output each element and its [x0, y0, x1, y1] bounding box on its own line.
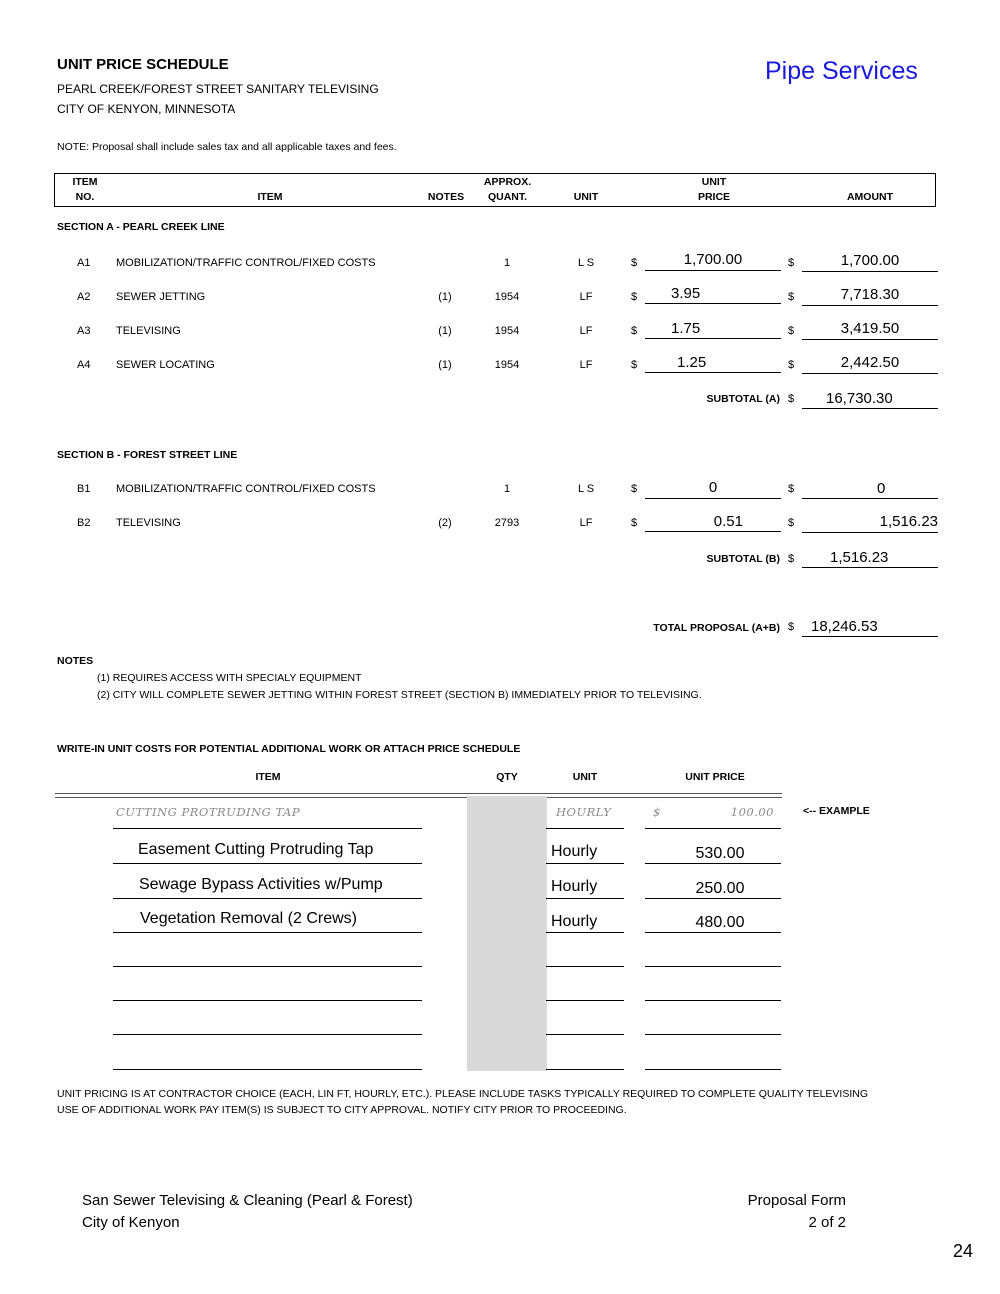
empty-row-rule[interactable] — [546, 1034, 624, 1035]
example-dollar: $ — [653, 805, 661, 819]
empty-row-rule[interactable] — [113, 1069, 422, 1070]
col-unit-price-line1: UNIT — [701, 176, 727, 188]
notes-title: NOTES — [57, 655, 94, 667]
item-note: (1) — [438, 359, 452, 371]
item-desc: MOBILIZATION/TRAFFIC CONTROL/FIXED COSTS — [116, 483, 376, 495]
row-rule — [645, 863, 781, 864]
write-in-price-field[interactable]: 250.00 — [695, 880, 745, 897]
empty-row-rule[interactable] — [546, 1069, 624, 1070]
empty-row-rule[interactable] — [645, 1034, 781, 1035]
note-2: (2) CITY WILL COMPLETE SEWER JETTING WITHIN FOREST STREET (SECTION B) IMMEDIATELY PRIOR TO TELEVISING. — [97, 689, 702, 701]
row-rule — [113, 898, 422, 899]
row-rule — [113, 863, 422, 864]
subtotal-a-label: SUBTOTAL (A) — [706, 393, 780, 405]
amount-field[interactable]: 2,442.50 — [802, 355, 938, 374]
subtotal-a-field[interactable]: 16,730.30 — [802, 391, 938, 409]
col-quant-line2: QUANT. — [487, 191, 528, 203]
amount-field[interactable]: 0 — [802, 481, 938, 499]
dollar-sign: $ — [788, 393, 795, 405]
write-in-price-field[interactable]: 480.00 — [695, 914, 745, 931]
item-qty: 1954 — [494, 325, 520, 337]
dollar-sign: $ — [631, 483, 638, 495]
unit-price-field[interactable]: 1.25 — [645, 355, 781, 373]
dollar-sign: $ — [788, 257, 795, 269]
dollar-sign: $ — [631, 517, 638, 529]
write-in-price-field[interactable]: 530.00 — [695, 845, 745, 862]
item-no: B1 — [77, 483, 91, 495]
total-label: TOTAL PROPOSAL (A+B) — [653, 622, 780, 634]
dollar-sign: $ — [788, 621, 795, 633]
dollar-sign: $ — [631, 291, 638, 303]
dollar-sign: $ — [788, 483, 795, 495]
item-qty: 1 — [503, 257, 511, 269]
item-unit: LF — [579, 325, 593, 337]
header-double-rule — [55, 793, 782, 798]
empty-row-rule[interactable] — [113, 966, 422, 967]
unit-price-field[interactable]: 1,700.00 — [645, 252, 781, 271]
row-rule — [546, 898, 624, 899]
col-unit: UNIT — [573, 191, 599, 203]
item-desc: TELEVISING — [116, 325, 181, 337]
write-in-item-field[interactable]: Sewage Bypass Activities w/Pump — [139, 876, 383, 893]
wi-col-qty: QTY — [496, 771, 518, 783]
write-in-unit-field[interactable]: Hourly — [551, 878, 598, 895]
item-unit: LF — [579, 291, 593, 303]
wi-col-unit-price: UNIT PRICE — [685, 771, 745, 783]
dollar-sign: $ — [788, 291, 795, 303]
section-b-title: SECTION B - FOREST STREET LINE — [57, 449, 238, 461]
item-note: (1) — [438, 325, 452, 337]
qty-shaded-column — [467, 796, 547, 1071]
amount-field[interactable]: 1,516.23 — [802, 514, 938, 533]
empty-row-rule[interactable] — [113, 1000, 422, 1001]
item-note: (1) — [438, 291, 452, 303]
brand-stamp: Pipe Services — [765, 57, 918, 85]
write-in-unit-field[interactable]: Hourly — [551, 843, 598, 860]
dollar-sign: $ — [631, 359, 638, 371]
item-no: A1 — [77, 257, 91, 269]
amount-field[interactable]: 3,419.50 — [802, 321, 938, 340]
unit-price-field[interactable]: 0.51 — [645, 514, 781, 532]
amount-field[interactable]: 1,700.00 — [802, 253, 938, 272]
write-in-item-field[interactable]: Vegetation Removal (2 Crews) — [140, 910, 357, 927]
unit-price-field[interactable]: 3.95 — [645, 286, 781, 304]
row-rule — [645, 898, 781, 899]
write-in-unit-field[interactable]: Hourly — [551, 913, 598, 930]
item-desc: SEWER LOCATING — [116, 359, 215, 371]
footer-project: San Sewer Televising & Cleaning (Pearl & Forest) — [82, 1192, 413, 1209]
example-unit: HOURLY — [556, 805, 612, 819]
empty-row-rule[interactable] — [113, 1034, 422, 1035]
note-1: (1) REQUIRES ACCESS WITH SPECIALY EQUIPMENT — [97, 672, 362, 684]
example-marker: <-- EXAMPLE — [803, 805, 870, 817]
table-header — [54, 173, 936, 207]
page-number: 24 — [952, 1241, 973, 1261]
dollar-sign: $ — [788, 517, 795, 529]
col-quant — [475, 175, 540, 205]
item-no: A2 — [77, 291, 91, 303]
section-a-title: SECTION A - PEARL CREEK LINE — [57, 221, 225, 233]
item-qty: 2793 — [494, 517, 520, 529]
amount-field[interactable]: 7,718.30 — [802, 287, 938, 306]
wi-col-unit: UNIT — [572, 771, 598, 783]
subtotal-b-field[interactable]: 1,516.23 — [802, 550, 938, 568]
row-rule — [645, 932, 781, 933]
item-no: A3 — [77, 325, 91, 337]
dollar-sign: $ — [788, 553, 795, 565]
col-item-no — [55, 175, 115, 205]
row-rule — [113, 932, 422, 933]
dollar-sign: $ — [631, 325, 638, 337]
item-qty: 1954 — [494, 359, 520, 371]
empty-row-rule[interactable] — [546, 1000, 624, 1001]
empty-row-rule[interactable] — [546, 966, 624, 967]
row-rule — [546, 863, 624, 864]
row-rule — [546, 932, 624, 933]
pricing-note-2: USE OF ADDITIONAL WORK PAY ITEM(S) IS SUBJECT TO CITY APPROVAL. NOTIFY CITY PRIOR TO PROCEEDING. — [57, 1104, 627, 1116]
footer-city: City of Kenyon — [82, 1214, 180, 1231]
item-note: (2) — [438, 517, 452, 529]
item-desc: SEWER JETTING — [116, 291, 206, 303]
row-rule — [113, 828, 422, 829]
row-rule — [645, 828, 781, 829]
empty-row-rule[interactable] — [645, 1000, 781, 1001]
item-unit: LF — [579, 359, 593, 371]
pricing-note-1: UNIT PRICING IS AT CONTRACTOR CHOICE (EACH, LIN FT, HOURLY, ETC.). PLEASE INCLUDE TASKS TYPICALLY REQUIRED TO COMPLETE QUALITY TELEVISING — [57, 1088, 869, 1100]
example-item: CUTTING PROTRUDING TAP — [116, 805, 301, 819]
empty-row-rule[interactable] — [645, 966, 781, 967]
row-rule — [546, 828, 624, 829]
item-qty: 1954 — [494, 291, 520, 303]
item-desc: MOBILIZATION/TRAFFIC CONTROL/FIXED COSTS — [116, 257, 376, 269]
col-unit-price — [685, 175, 743, 205]
city-name: CITY OF KENYON, MINNESOTA — [57, 102, 236, 116]
item-unit: L S — [577, 483, 595, 495]
dollar-sign: $ — [631, 257, 638, 269]
col-amount: AMOUNT — [846, 191, 894, 203]
footer-form-name: Proposal Form — [747, 1192, 846, 1209]
item-unit: L S — [577, 257, 595, 269]
col-item: ITEM — [257, 191, 283, 203]
col-item-no-line1: ITEM — [72, 176, 98, 188]
project-name: PEARL CREEK/FOREST STREET SANITARY TELEVISING — [57, 82, 379, 96]
dollar-sign: $ — [788, 359, 795, 371]
write-in-item-field[interactable]: Easement Cutting Protruding Tap — [138, 841, 374, 858]
item-qty: 1 — [503, 483, 511, 495]
example-price: 100.00 — [730, 805, 774, 819]
col-notes: NOTES — [427, 191, 465, 203]
tax-note: NOTE: Proposal shall include sales tax and all applicable taxes and fees. — [57, 141, 397, 153]
subtotal-b-label: SUBTOTAL (B) — [706, 553, 780, 565]
col-item-no-line2: NO. — [75, 191, 95, 203]
col-quant-line1: APPROX. — [483, 176, 532, 188]
item-unit: LF — [579, 517, 593, 529]
wi-col-item: ITEM — [255, 771, 281, 783]
dollar-sign: $ — [788, 325, 795, 337]
footer-page-of: 2 of 2 — [808, 1214, 846, 1231]
page-title: UNIT PRICE SCHEDULE — [57, 56, 229, 73]
item-desc: TELEVISING — [116, 517, 181, 529]
unit-price-field[interactable]: 0 — [645, 480, 781, 499]
total-field[interactable]: 18,246.53 — [802, 619, 938, 637]
empty-row-rule[interactable] — [645, 1069, 781, 1070]
write-in-title: WRITE-IN UNIT COSTS FOR POTENTIAL ADDITIONAL WORK OR ATTACH PRICE SCHEDULE — [57, 743, 521, 755]
unit-price-field[interactable]: 1.75 — [645, 321, 781, 339]
item-no: A4 — [77, 359, 91, 371]
item-no: B2 — [77, 517, 91, 529]
col-unit-price-line2: PRICE — [697, 191, 731, 203]
